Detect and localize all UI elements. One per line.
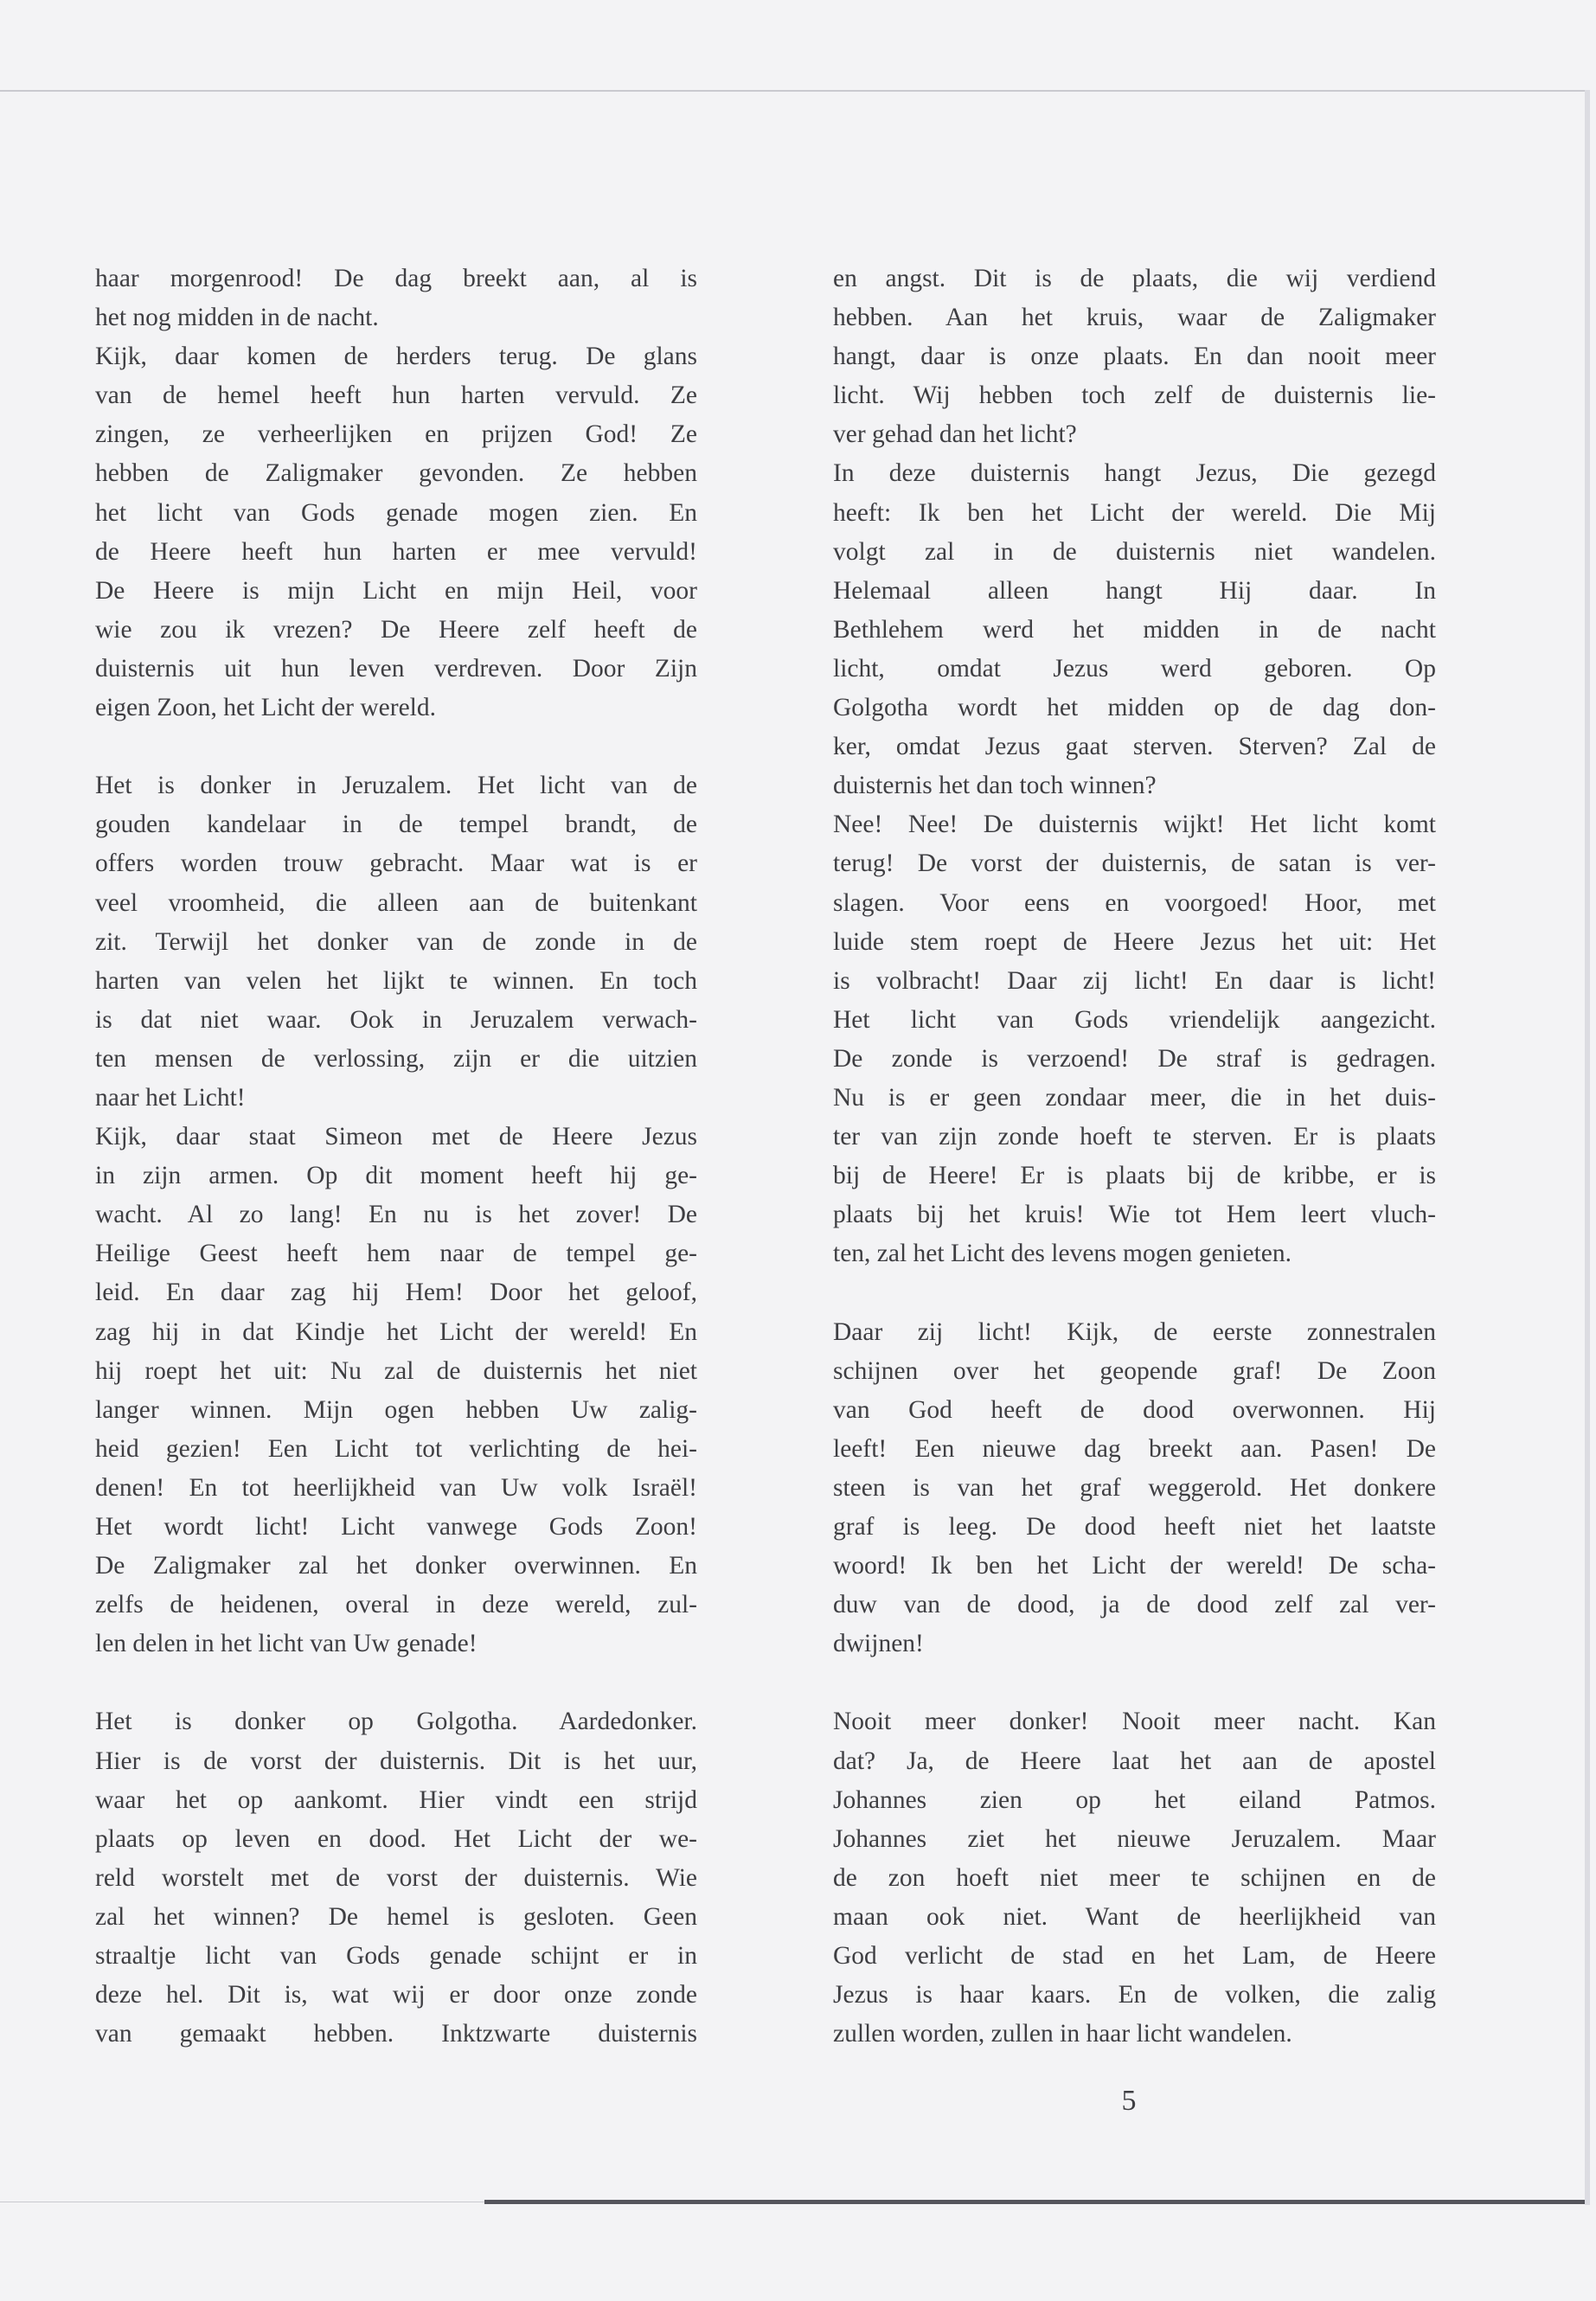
text-line: slagen. Voor eens en voorgoed! Hoor, met — [833, 888, 1436, 917]
paragraph-gap — [95, 1663, 697, 1702]
text-line: terug! De vorst der duisternis, de satan is ver- — [833, 849, 1436, 878]
text-line: Daar zij licht! Kijk, de eerste zonnestralen — [833, 1317, 1436, 1346]
text-line: hangt, daar is onze plaats. En dan nooit meer — [833, 343, 1436, 371]
text-line: duisternis uit hun leven verdreven. Door Zijn — [95, 654, 697, 683]
text-line: In deze duisternis hangt Jezus, Die gezegd — [833, 459, 1436, 488]
text-line: ter van zijn zonde hoeft te sterven. Er is plaats — [833, 1123, 1436, 1151]
bottom-rule — [484, 2200, 1585, 2204]
text-line: is volbracht! Daar zij licht! En daar is licht! — [833, 966, 1436, 995]
text-line: De zonde is verzoend! De straf is gedragen. — [833, 1044, 1436, 1073]
text-line: leid. En daar zag hij Hem! Door het geloof, — [95, 1279, 697, 1307]
text-line: bij de Heere! Er is plaats bij de kribbe, er is — [833, 1162, 1436, 1190]
paragraph — [833, 454, 1436, 805]
text-line: langer winnen. Mijn ogen hebben Uw zalig- — [95, 1395, 697, 1424]
text-line: luide stem roept de Heere Jezus het uit: Het — [833, 927, 1436, 956]
text-line: Hier is de vorst der duisternis. Dit is het uur, — [95, 1747, 697, 1775]
paragraph — [833, 260, 1436, 454]
text-line: Helemaal alleen hangt Hij daar. In — [833, 576, 1436, 605]
text-line: zingen, ze verheerlijken en prijzen God! Ze — [95, 420, 697, 449]
text-line: Johannes ziet het nieuwe Jeruzalem. Maar — [833, 1824, 1436, 1853]
text-line: licht. Wij hebben toch zelf de duisternis lie- — [833, 381, 1436, 410]
text-line: De Heere is mijn Licht en mijn Heil, voor — [95, 576, 697, 605]
text-line: woord! Ik ben het Licht der wereld! De scha- — [833, 1552, 1436, 1580]
text-line: Heilige Geest heeft hem naar de tempel ge- — [95, 1240, 697, 1268]
text-line: zal het winnen? De hemel is gesloten. Geen — [95, 1902, 697, 1931]
page-number: 5 — [1121, 2085, 1137, 2117]
text-line: Nee! Nee! De duisternis wijkt! Het licht komt — [833, 811, 1436, 839]
text-line: van de hemel heeft hun harten vervuld. Ze — [95, 381, 697, 410]
text-line: Golgotha wordt het midden op de dag don- — [833, 694, 1436, 722]
text-line: en angst. Dit is de plaats, die wij verdiend — [833, 265, 1436, 292]
paragraph — [95, 766, 697, 1118]
text-line: Het licht van Gods vriendelijk aangezicht. — [833, 1005, 1436, 1034]
paragraph — [833, 1702, 1436, 2054]
text-line: ten, zal het Licht des levens mogen genieten. — [833, 1240, 1292, 1268]
paragraph — [95, 260, 697, 337]
text-line: Kijk, daar staat Simeon met de Heere Jezus — [95, 1123, 697, 1151]
right-column — [833, 260, 1436, 2054]
text-line: hebben. Aan het kruis, waar de Zaligmaker — [833, 304, 1436, 332]
text-line: steen is van het graf weggerold. Het donkere — [833, 1473, 1436, 1502]
text-line: schijnen over het geopende graf! De Zoon — [833, 1356, 1436, 1385]
text-line: ten mensen de verlossing, zijn er die uitzien — [95, 1044, 697, 1073]
text-line: dwijnen! — [833, 1630, 924, 1658]
text-line: plaats bij het kruis! Wie tot Hem leert vluch- — [833, 1201, 1436, 1229]
text-line: in zijn armen. Op dit moment heeft hij ge- — [95, 1162, 697, 1190]
text-line: Nooit meer donker! Nooit meer nacht. Kan — [833, 1708, 1436, 1736]
text-line: duisternis het dan toch winnen? — [833, 772, 1157, 800]
paragraph — [95, 1118, 697, 1663]
text-line: plaats op leven en dood. Het Licht der we- — [95, 1824, 697, 1853]
text-line: Jezus is haar kaars. En de volken, die zalig — [833, 1981, 1436, 2009]
text-line: leeft! Een nieuwe dag breekt aan. Pasen! De — [833, 1434, 1436, 1463]
text-line: deze hel. Dit is, wat wij er door onze zonde — [95, 1981, 697, 2009]
text-line: zullen worden, zullen in haar licht wandelen. — [833, 2020, 1292, 2048]
text-line: Het is donker in Jeruzalem. Het licht van de — [95, 772, 697, 800]
left-column — [95, 260, 697, 2054]
paragraph-gap — [95, 727, 697, 766]
paragraph — [833, 805, 1436, 1273]
text-line: veel vroomheid, die alleen aan de buitenkant — [95, 888, 697, 917]
text-line: heid gezien! Een Licht tot verlichting de hei- — [95, 1434, 697, 1463]
text-line: God verlicht de stad en het Lam, de Heere — [833, 1942, 1436, 1971]
text-line: zit. Terwijl het donker van de zonde in de — [95, 927, 697, 956]
text-line: Het wordt licht! Licht vanwege Gods Zoon! — [95, 1513, 697, 1541]
text-line: dat? Ja, de Heere laat het aan de apostel — [833, 1747, 1436, 1775]
text-line: zelfs de heidenen, overal in deze wereld, zul- — [95, 1591, 697, 1619]
text-line: graf is leeg. De dood heeft niet het laatste — [833, 1513, 1436, 1541]
text-line: wacht. Al zo lang! En nu is het zover! De — [95, 1201, 697, 1229]
text-line: volgt zal in de duisternis niet wandelen. — [833, 537, 1436, 566]
text-line: het licht van Gods genade mogen zien. En — [95, 498, 697, 527]
text-line: gouden kandelaar in de tempel brandt, de — [95, 811, 697, 839]
text-line: offers worden trouw gebracht. Maar wat is er — [95, 849, 697, 878]
text-line: De Zaligmaker zal het donker overwinnen. En — [95, 1552, 697, 1580]
paragraph — [95, 1702, 697, 2054]
text-line: wie zou ik vrezen? De Heere zelf heeft de — [95, 615, 697, 644]
text-line: naar het Licht! — [95, 1083, 246, 1112]
text-line: eigen Zoon, het Licht der wereld. — [95, 694, 437, 722]
text-line: Johannes zien op het eiland Patmos. — [833, 1785, 1436, 1814]
paragraph — [833, 1313, 1436, 1664]
paragraph-gap — [833, 1273, 1436, 1312]
text-line: len delen in het licht van Uw genade! — [95, 1630, 478, 1658]
text-line: van gemaakt hebben. Inktzwarte duisternis — [95, 2020, 697, 2048]
paragraph — [95, 337, 697, 727]
text-line: zag hij in dat Kindje het Licht der wereld! En — [95, 1317, 697, 1346]
text-line: maan ook niet. Want de heerlijkheid van — [833, 1902, 1436, 1931]
text-line: Bethlehem werd het midden in de nacht — [833, 615, 1436, 644]
text-line: ver gehad dan het licht? — [833, 420, 1077, 449]
text-line: heeft: Ik ben het Licht der wereld. Die Mij — [833, 498, 1436, 527]
text-line: is dat niet waar. Ook in Jeruzalem verwach- — [95, 1005, 697, 1034]
text-line: Kijk, daar komen de herders terug. De glans — [95, 343, 697, 371]
text-line: straaltje licht van Gods genade schijnt er in — [95, 1942, 697, 1971]
text-line: de Heere heeft hun harten er mee vervuld! — [95, 537, 697, 566]
text-line: hebben de Zaligmaker gevonden. Ze hebben — [95, 459, 697, 488]
text-line: licht, omdat Jezus werd geboren. Op — [833, 654, 1436, 683]
text-line: denen! En tot heerlijkheid van Uw volk Israël! — [95, 1473, 697, 1502]
text-line: Nu is er geen zondaar meer, die in het duis- — [833, 1083, 1436, 1112]
text-line: haar morgenrood! De dag breekt aan, al is — [95, 265, 697, 292]
text-line: het nog midden in de nacht. — [95, 304, 379, 332]
text-line: hij roept het uit: Nu zal de duisternis het niet — [95, 1356, 697, 1385]
text-line: harten van velen het lijkt te winnen. En toch — [95, 966, 697, 995]
page-edge — [1585, 90, 1590, 2205]
text-line: de zon hoeft niet meer te schijnen en de — [833, 1863, 1436, 1892]
text-line: reld worstelt met de vorst der duisternis. Wie — [95, 1863, 697, 1892]
paragraph-gap — [833, 1663, 1436, 1702]
top-rule — [0, 90, 1587, 92]
text-line: Het is donker op Golgotha. Aardedonker. — [95, 1708, 697, 1736]
text-line: waar het op aankomt. Hier vindt een strijd — [95, 1785, 697, 1814]
text-line: duw van de dood, ja de dood zelf zal ver- — [833, 1591, 1436, 1619]
text-line: van God heeft de dood overwonnen. Hij — [833, 1395, 1436, 1424]
text-line: ker, omdat Jezus gaat sterven. Sterven? Zal de — [833, 733, 1436, 761]
